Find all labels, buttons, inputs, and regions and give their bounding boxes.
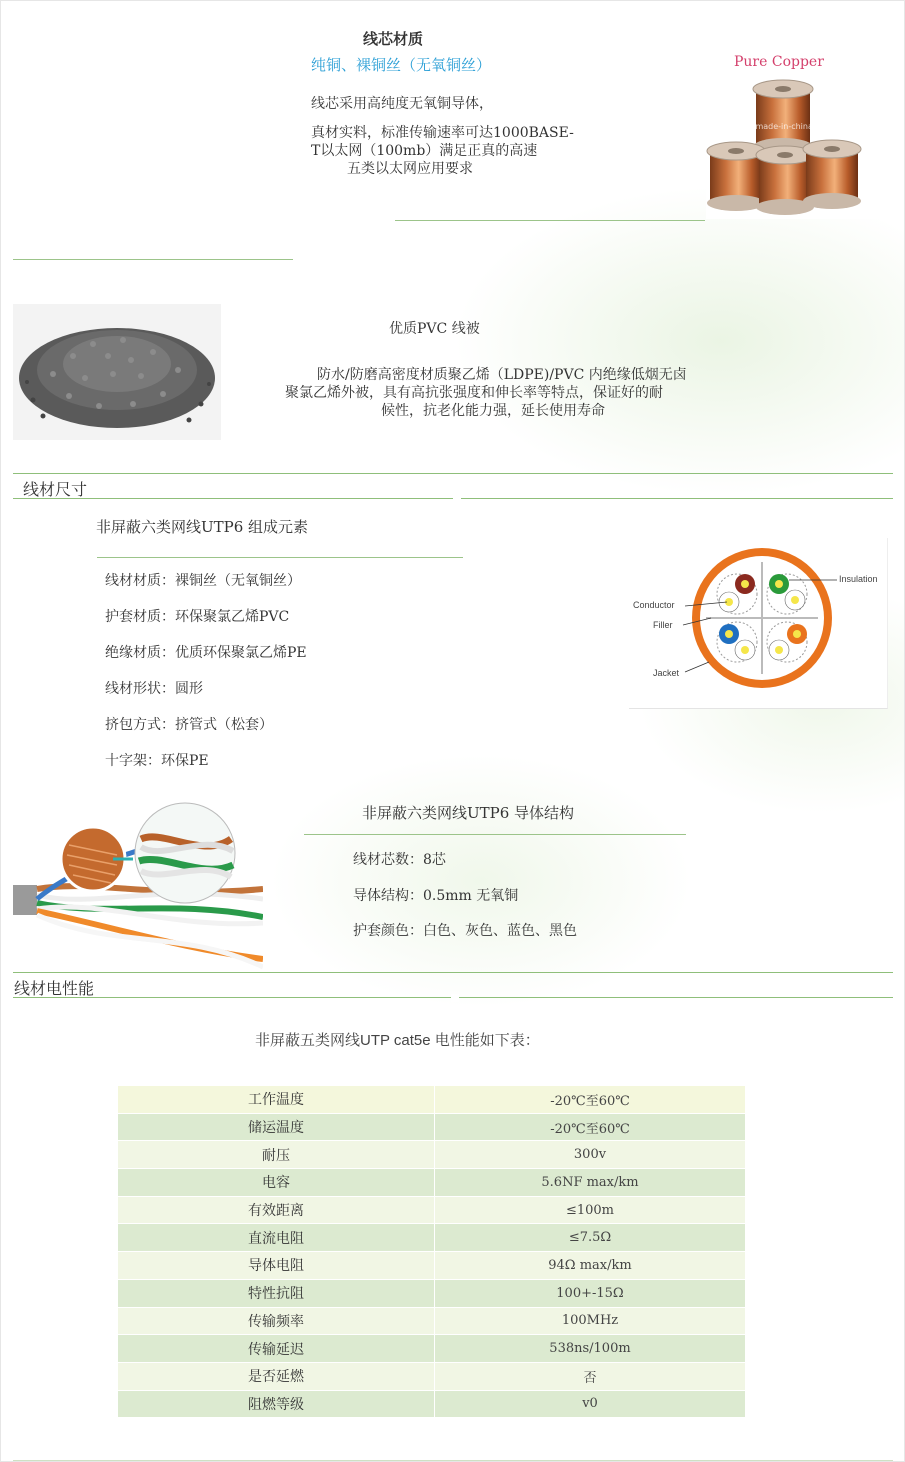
core-line-3: T以太网（100mb）满足正真的高速	[311, 143, 538, 159]
pure-copper-caption: Pure Copper	[734, 54, 824, 70]
table-value: -20℃至60℃	[435, 1086, 746, 1114]
table-key: 有效距离	[118, 1196, 435, 1224]
pvc-line-3: 候性，抗老化能力强，延长使用寿命	[381, 403, 605, 419]
electrical-section-header	[13, 972, 893, 998]
table-row	[118, 1335, 745, 1363]
core-title: 线芯材质	[363, 31, 424, 48]
conductor-spec: 护套颜色：白色、灰色、蓝色、黑色	[353, 923, 577, 939]
table-value: v0	[435, 1390, 746, 1417]
cable-cross-section-diagram	[629, 538, 888, 709]
table-value: 300v	[435, 1141, 746, 1169]
twisted-pair-image	[13, 799, 263, 971]
pure-copper-image	[706, 51, 876, 219]
diagram-label-jacket: Jacket	[653, 668, 680, 678]
electrical-intro: 非屏蔽五类网线UTP cat5e 电性能如下表：	[255, 1032, 540, 1049]
table-value: 100+-15Ω	[435, 1279, 746, 1307]
bottom-divider	[13, 1460, 893, 1461]
table-key: 特性抗阻	[118, 1279, 435, 1307]
table-key: 直流电阻	[118, 1224, 435, 1252]
table-value: 100MHz	[435, 1307, 746, 1335]
component-item: 挤包方式：挤管式（松套）	[105, 717, 273, 733]
table-row	[118, 1086, 745, 1114]
table-row	[118, 1362, 745, 1390]
pvc-title: 优质PVC 线被	[389, 321, 480, 337]
core-subtitle: 纯铜、裸铜丝（无氧铜丝）	[311, 57, 492, 74]
table-value: ≤7.5Ω	[435, 1224, 746, 1252]
pvc-line-1: 防水/防磨高密度材质聚乙烯（LDPE)/PVC 内绝缘低烟无卤	[317, 367, 687, 383]
table-value: -20℃至60℃	[435, 1113, 746, 1141]
section-divider-left	[13, 259, 293, 260]
table-row	[118, 1141, 745, 1169]
component-item: 十字架：环保PE	[105, 753, 209, 769]
core-divider	[395, 220, 705, 221]
electrical-section-title: 线材电性能	[14, 981, 95, 998]
table-key: 导体电阻	[118, 1252, 435, 1280]
table-row	[118, 1113, 745, 1141]
table-key: 工作温度	[118, 1086, 435, 1114]
table-value: 94Ω max/km	[435, 1252, 746, 1280]
table-key: 电容	[118, 1169, 435, 1197]
table-key: 是否延燃	[118, 1362, 435, 1390]
electrical-performance-table	[118, 1085, 745, 1417]
table-value: ≤100m	[435, 1196, 746, 1224]
table-value: 538ns/100m	[435, 1335, 746, 1363]
diagram-label-insulation: Insulation	[839, 574, 878, 584]
pvc-pellets-icon	[13, 304, 221, 440]
pure-copper-watermark: www.made-in-china.com	[734, 122, 833, 131]
table-row	[118, 1390, 745, 1417]
components-divider	[97, 557, 463, 558]
core-line-1: 线芯采用高纯度无氧铜导体，	[311, 96, 493, 112]
pvc-pellets-image	[13, 304, 221, 440]
table-key: 传输延迟	[118, 1335, 435, 1363]
table-key: 传输频率	[118, 1307, 435, 1335]
table-row	[118, 1279, 745, 1307]
component-item: 线材材质：裸铜丝（无氧铜丝）	[105, 573, 301, 589]
diagram-label-conductor: Conductor	[633, 600, 675, 610]
table-key: 耐压	[118, 1141, 435, 1169]
table-row	[118, 1224, 745, 1252]
components-title: 非屏蔽六类网线UTP6 组成元素	[96, 518, 309, 536]
core-line-2: 真材实料，标准传输速率可达1000BASE-	[311, 125, 574, 141]
twisted-pair-icon	[13, 799, 263, 971]
component-item: 绝缘材质：优质环保聚氯乙烯PE	[105, 645, 307, 661]
table-row	[118, 1169, 745, 1197]
conductor-title: 非屏蔽六类网线UTP6 导体结构	[362, 804, 575, 822]
table-value: 否	[435, 1362, 746, 1390]
table-key: 阻燃等级	[118, 1390, 435, 1417]
size-section-title: 线材尺寸	[23, 482, 88, 499]
component-item: 线材形状：圆形	[105, 681, 203, 697]
table-key: 储运温度	[118, 1113, 435, 1141]
component-item: 护套材质：环保聚氯乙烯PVC	[105, 609, 290, 625]
table-row	[118, 1252, 745, 1280]
core-line-4: 五类以太网应用要求	[347, 161, 473, 177]
conductor-spec: 线材芯数：8芯	[353, 852, 446, 868]
size-section-header	[13, 473, 893, 499]
pvc-line-2: 聚氯乙烯外被，具有高抗张强度和伸长率等特点，保证好的耐	[285, 385, 663, 401]
table-row	[118, 1307, 745, 1335]
table-value: 5.6NF max/km	[435, 1169, 746, 1197]
diagram-label-filler: Filler	[653, 620, 673, 630]
conductor-divider	[304, 834, 686, 835]
table-row	[118, 1196, 745, 1224]
copper-spools-icon	[706, 51, 876, 219]
conductor-spec: 导体结构：0.5mm 无氧铜	[353, 888, 519, 904]
